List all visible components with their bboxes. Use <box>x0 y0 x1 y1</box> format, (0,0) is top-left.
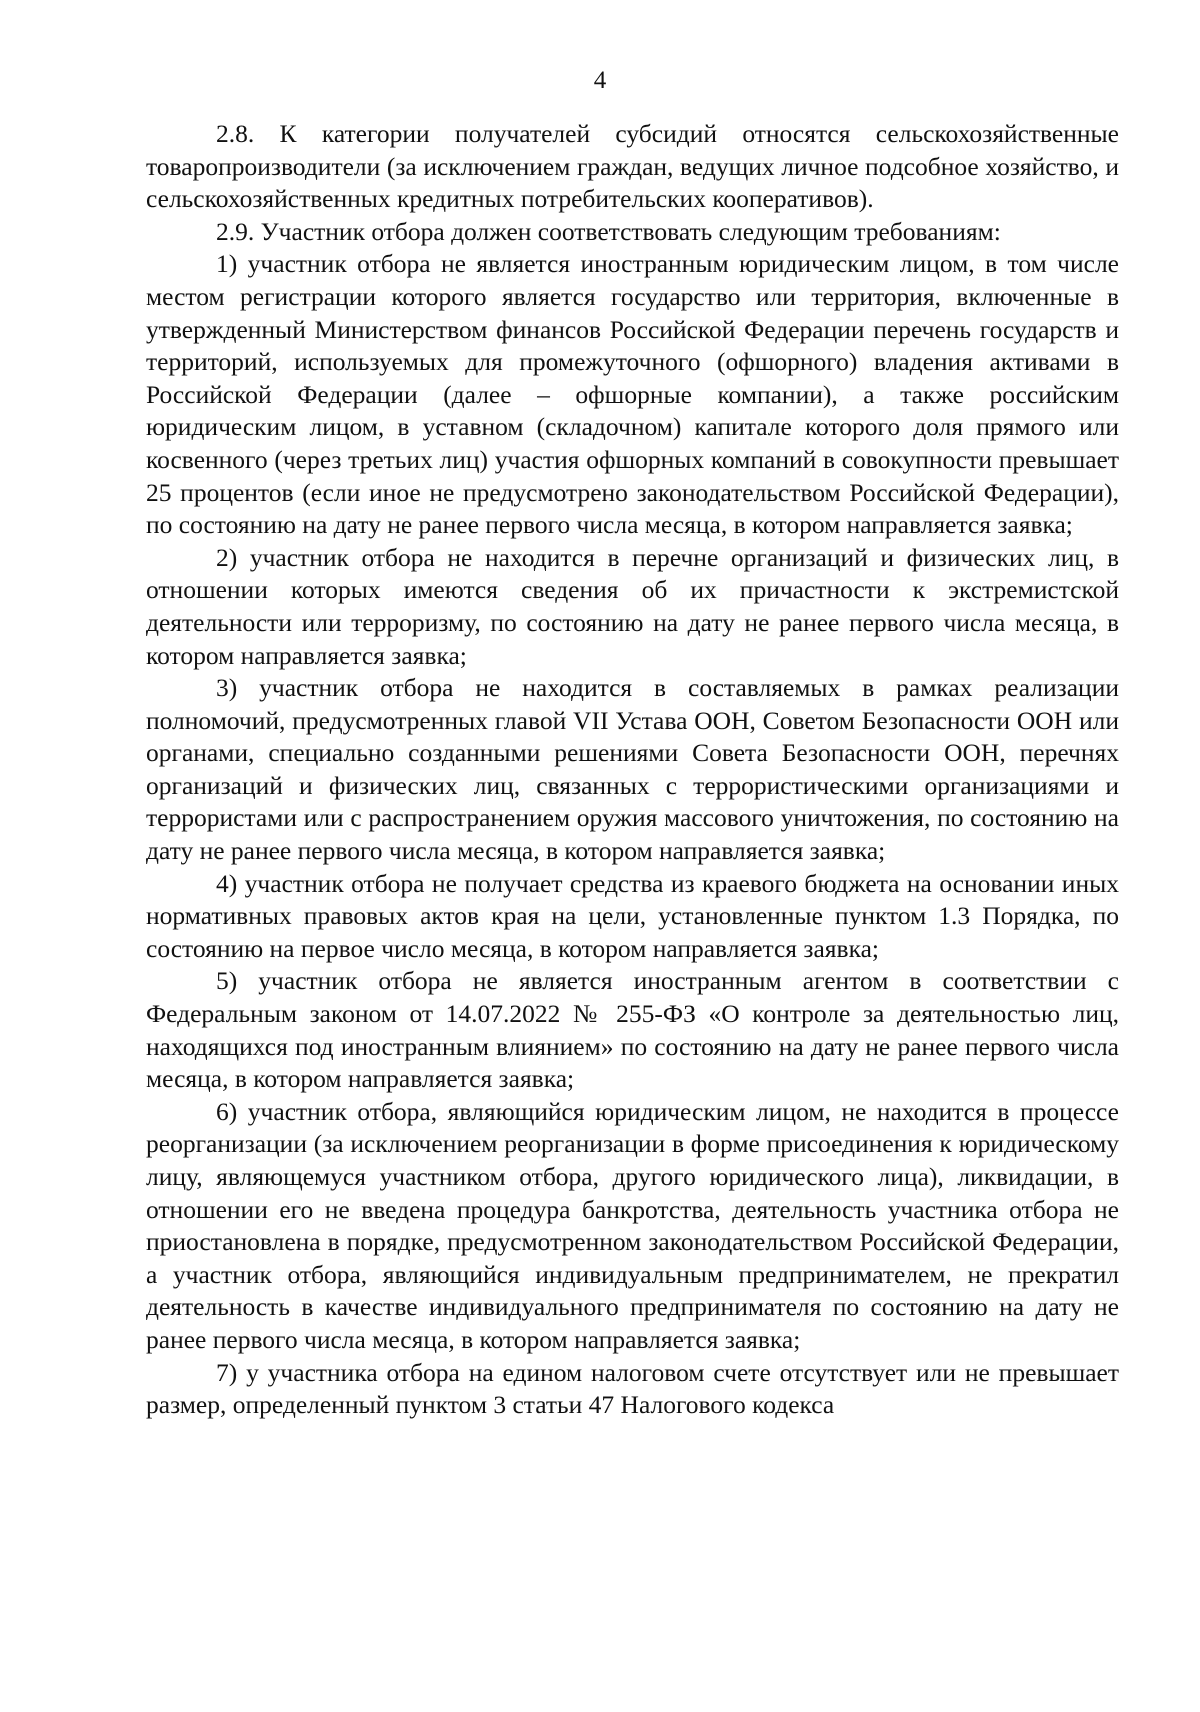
list-item-7: 7) у участника отбора на едином налоговом счете отсутствует или не превышает размер, определенный пунктом 3 статьи 47 Налогового кодекса <box>146 1357 1119 1420</box>
list-item-6: 6) участник отбора, являющийся юридическим лицом, не находится в процессе реорганизации (за исключением реорганизации в форме присоединения к юридическому лицу, являющемуся участником отбора, другого юридического лица), ликвидации, в отношении его не введена процедура банкротства, деятельность участника отбора не приостановлена в порядке, предусмотренном законодательством Российской Федерации, а участник отбора, являющийся индивидуальным предпринимателем, не прекратил деятельность в качестве индивидуального предпринимателя по состоянию на дату не ранее первого числа месяца, в котором направляется заявка; <box>146 1096 1119 1354</box>
list-item-5: 5) участник отбора не является иностранным агентом в соответствии с Федеральным законом от 14.07.2022 № 255-ФЗ «О контроле за деятельностью лиц, находящихся под иностранным влиянием» по состоянию на дату не ранее первого числа месяца, в котором направляется заявка; <box>146 966 1119 1094</box>
list-item-1: 1) участник отбора не является иностранным юридическим лицом, в том числе местом регистрации которого является государство или территория, включенные в утвержденный Министерством финансов Российской Федерации перечень государств и территорий, используемых для промежуточного (офшорного) владения активами в Российской Федерации (далее – офшорные компании), а также российским юридическим лицом, в уставном (складочном) капитале которого доля прямого или косвенного (через третьих лиц) участия офшорных компаний в совокупности превышает 25 процентов (если иное не предусмотрено законодательством Российской Федерации), по состоянию на дату не ранее первого числа месяца, в котором направляется заявка; <box>146 249 1119 540</box>
list-item-2: 2) участник отбора не находится в перечне организаций и физических лиц, в отношении которых имеются сведения об их причастности к экстремистской деятельности или терроризму, по состоянию на дату не ранее первого числа месяца, в котором направляется заявка; <box>146 542 1119 670</box>
list-item-3: 3) участник отбора не находится в составляемых в рамках реализации полномочий, предусмотренных главой VII Устава ООН, Советом Безопасности ООН или органами, специально созданными решениями Совета Безопасности ООН, перечнях организаций и физических лиц, связанных с террористическими организациями и террористами или с распространением оружия массового уничтожения, по состоянию на дату не ранее первого числа месяца, в котором направляется заявка; <box>146 673 1119 866</box>
list-item-4: 4) участник отбора не получает средства из краевого бюджета на основании иных нормативных правовых актов края на цели, установленные пунктом 1.3 Порядка, по состоянию на первое число месяца, в котором направляется заявка; <box>146 868 1119 963</box>
document-body <box>146 118 1119 1422</box>
page-number: 4 <box>593 67 607 94</box>
paragraph-2-9: 2.9. Участник отбора должен соответствовать следующим требованиям: <box>216 216 1001 246</box>
paragraph-2-8: 2.8. К категории получателей субсидий относятся сельскохозяйственные товаропроизводители (за исключением граждан, ведущих личное подсобное хозяйство, и сельскохозяйственных кредитных потребительских кооперативов). <box>146 119 1119 214</box>
